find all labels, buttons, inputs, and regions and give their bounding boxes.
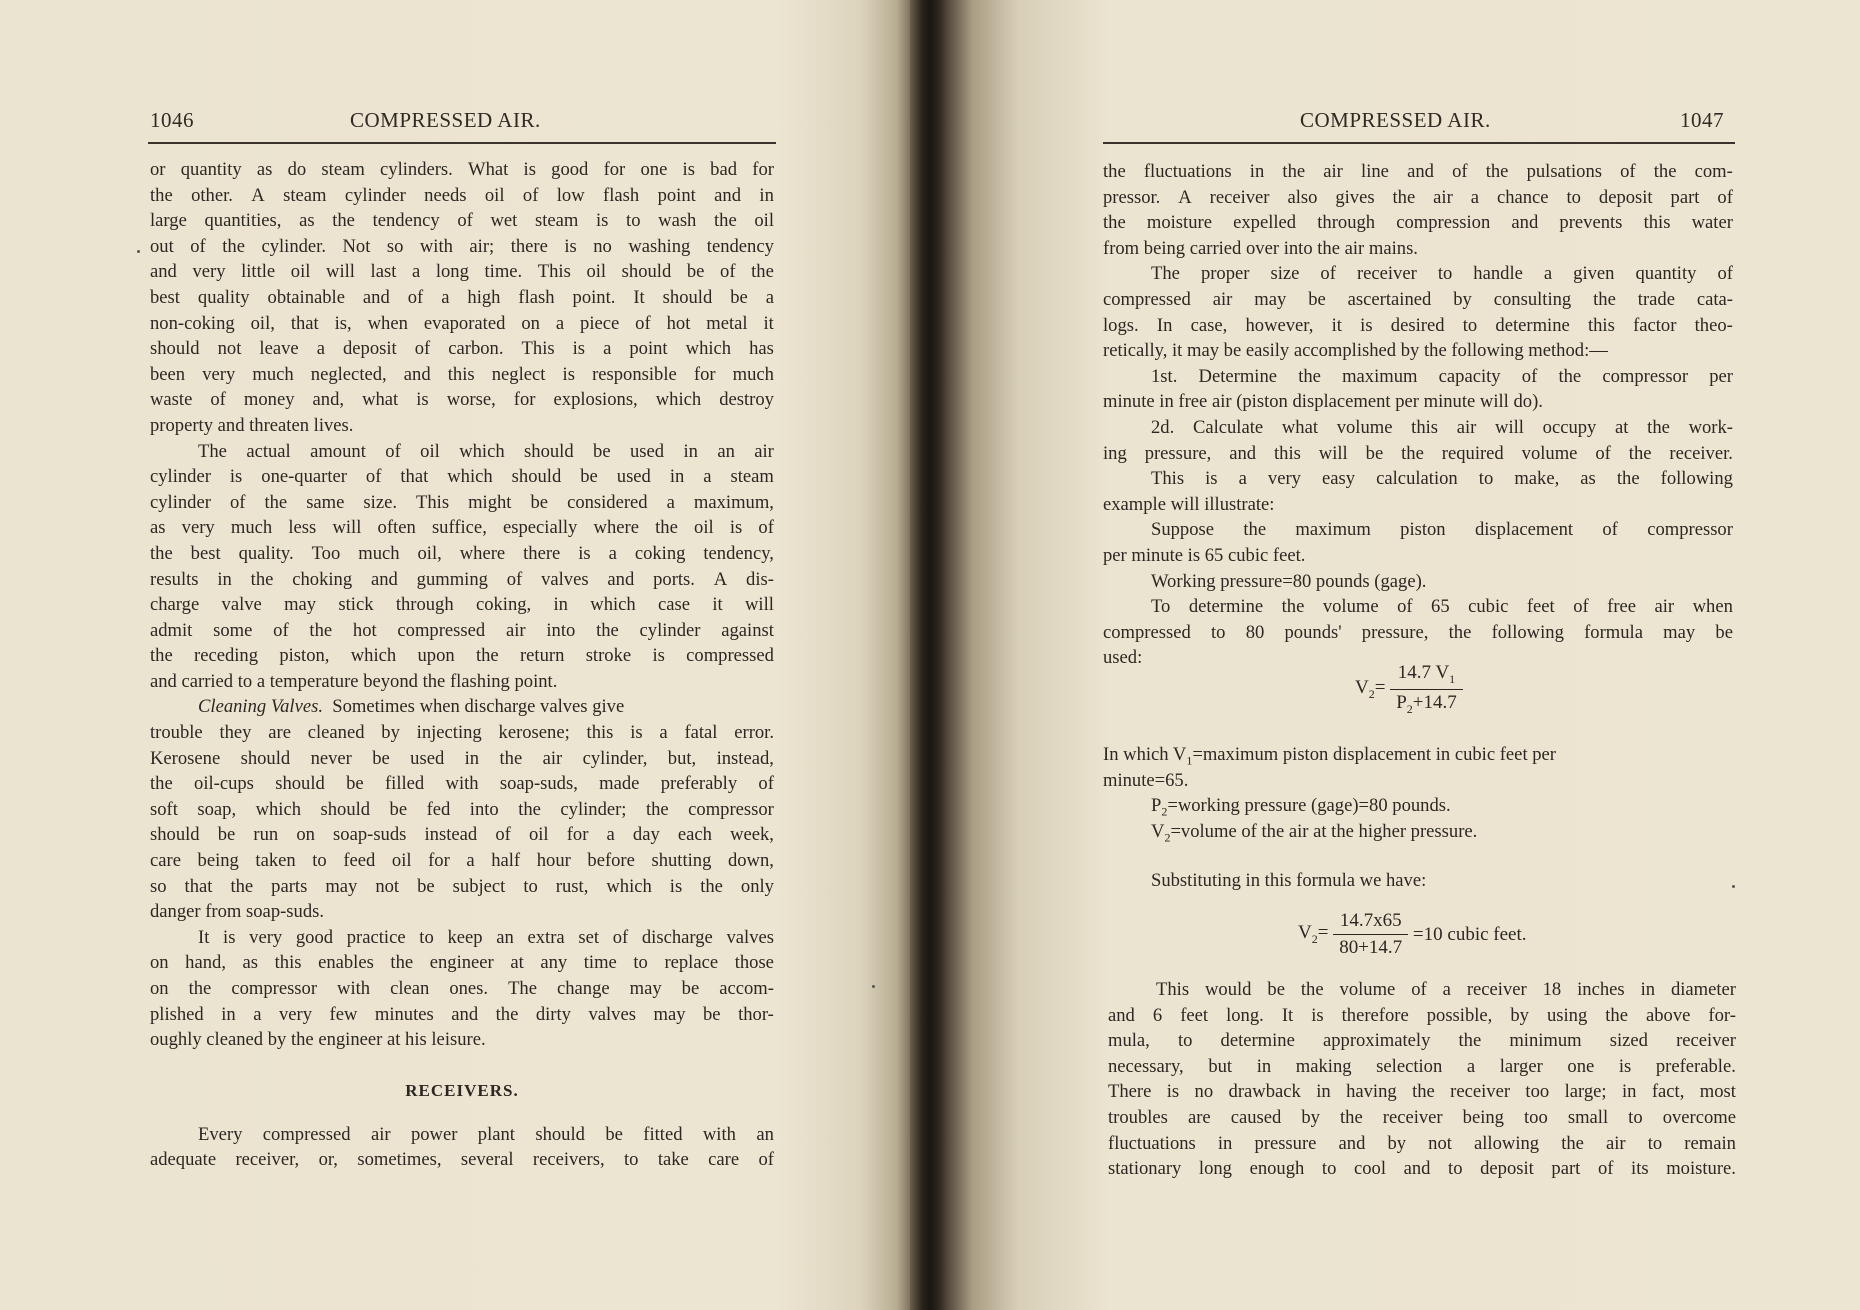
text-line: should be run on soap-suds instead of oil for a day each week,	[150, 824, 774, 846]
left-page-number: 1046	[150, 108, 194, 132]
text-line: so that the parts may not be subject to rust, which is the only	[150, 875, 774, 897]
text-line: on hand, as this enables the engineer at any time to replace those	[150, 952, 774, 974]
text-line: the fluctuations in the air line and of the pulsations of the com-	[1103, 161, 1733, 182]
text-line: best quality obtainable and of a high flash point. It should be a	[150, 286, 774, 308]
left-text-column	[150, 157, 774, 1053]
text-line: results in the choking and gumming of valves and ports. A dis-	[150, 568, 774, 590]
text-line: per minute is 65 cubic feet.	[1103, 544, 1306, 566]
text-line: mula, to determine approximately the minimum sized receiver	[1108, 1030, 1736, 1052]
text-line: care being taken to feed oil for a half hour before shutting down,	[150, 850, 774, 872]
text-line: on the compressor with clean ones. The change may be accom-	[150, 978, 774, 999]
margin-mark	[137, 250, 140, 253]
text-line: been very much neglected, and this neglect is responsible for much	[150, 363, 774, 385]
text-line: the oil-cups should be filled with soap-suds, made preferably of	[150, 773, 774, 795]
text-line: compressed air may be ascertained by consulting the trade cata-	[1103, 288, 1733, 310]
text-line: soft soap, which should be fed into the cylinder; the compressor	[150, 798, 774, 820]
formula-receiver-volume	[1355, 662, 1463, 717]
formula-fraction: $\frac{14.7 V_1}{P_2+14.7}$	[1390, 662, 1463, 717]
text-line: ing pressure, and this will be the required volume of the receiver.	[1103, 442, 1733, 464]
text-line: $P_2=working$ pressure (gage)=80 pounds.	[1151, 795, 1451, 819]
formula-result: =10 cubic feet.	[1412, 923, 1527, 945]
right-page-number: 1047	[1680, 108, 1724, 132]
text-line: fluctuations in pressure and by not allowing the air to remain	[1108, 1132, 1736, 1154]
text-line: oughly cleaned by the engineer at his leisure.	[150, 1029, 486, 1051]
text-line: pressor. A receiver also gives the air a chance to deposit part of	[1103, 186, 1733, 208]
text-line: compressed to 80 pounds' pressure, the following formula may be	[1103, 621, 1733, 643]
text-line: should not leave a deposit of carbon. This is a point which has	[150, 338, 774, 360]
text-line: Suppose the maximum piston displacement of compressor	[1151, 519, 1733, 541]
text-line: as very much less will often suffice, especially where the oil is of	[150, 517, 774, 539]
margin-mark	[872, 985, 875, 988]
formula-fraction: $\frac{14.7x65}{80+14.7}$	[1333, 910, 1408, 959]
text-line: the other. A steam cylinder needs oil of low flash point and in	[150, 184, 774, 206]
text-line: danger from soap-suds.	[150, 901, 325, 923]
text-line: troubles are caused by the receiver being too small to overcome	[1108, 1106, 1736, 1128]
text-line: 2d. Calculate what volume this air will occupy at the work-	[1151, 416, 1733, 438]
text-line: stationary long enough to cool and to deposit part of its moisture.	[1108, 1158, 1736, 1180]
text-line: the moisture expelled through compression and prevents this water	[1103, 212, 1733, 234]
text-line: cylinder of the same size. This might be considered a maximum,	[150, 491, 774, 513]
right-text-column-b	[1103, 742, 1733, 894]
text-line: trouble they are cleaned by injecting kerosene; this is a fatal error.	[150, 722, 774, 744]
right-head-rule	[1103, 142, 1735, 144]
book-gutter	[910, 0, 950, 1310]
text-line: retically, it may be easily accomplished by the following method:—	[1103, 340, 1608, 362]
left-head-rule	[148, 142, 776, 144]
text-line: waste of money and, what is worse, for explosions, which destroy	[150, 389, 774, 411]
text-line: and carried to a temperature beyond the flashing point.	[150, 670, 558, 692]
text-line: 1st. Determine the maximum capacity of the compressor per	[1151, 365, 1733, 387]
text-line: minute in free air (piston displacement per minute will do).	[1103, 391, 1543, 413]
margin-mark	[1732, 885, 1735, 888]
left-page	[0, 0, 915, 1310]
text-line: Working pressure=80 pounds (gage).	[1151, 570, 1427, 592]
italic-lead: Cleaning Valves.	[198, 696, 323, 718]
text-line: $V_2=volume$ of the air at the higher pressure.	[1151, 820, 1478, 845]
text-line: Kerosene should never be used in the air cylinder, but, instead,	[150, 747, 774, 769]
text-line: the best quality. Too much oil, where there is a coking tendency,	[150, 542, 774, 564]
text-line: large quantities, as the tendency of wet steam is to wash the oil	[150, 210, 774, 232]
text-line: cylinder is one-quarter of that which should be used in a steam	[150, 466, 774, 488]
text-line: non-coking oil, that is, when evaporated on a piece of hot metal it	[150, 312, 774, 334]
right-text-column-a	[1103, 159, 1733, 671]
left-running-head: COMPRESSED AIR.	[350, 108, 541, 132]
text-line: or quantity as do steam cylinders. What is good for one is bad for	[150, 159, 774, 180]
text-line: To determine the volume of 65 cubic feet of free air when	[1151, 596, 1733, 618]
text-line: Every compressed air power plant should be fitted with an	[198, 1123, 774, 1145]
text-line: The proper size of receiver to handle a given quantity of	[1151, 263, 1733, 285]
text-line: used:	[1103, 647, 1143, 669]
text-line-rest: Sometimes when discharge valves give	[332, 696, 625, 718]
text-line-with-italic	[150, 694, 774, 720]
formula-substitution	[1298, 910, 1527, 959]
text-line: Substituting in this formula we have:	[1151, 870, 1427, 892]
right-text-column-c	[1108, 977, 1736, 1182]
text-line: and very little oil will last a long time. This oil should be of the	[150, 261, 774, 283]
formula-lhs: $V_2=$	[1355, 676, 1386, 701]
text-line: the receding piston, which upon the return stroke is compressed	[150, 645, 774, 667]
text-line: This is a very easy calculation to make, as the following	[1151, 468, 1733, 490]
text-line: property and threaten lives.	[150, 414, 354, 436]
receivers-section	[150, 1078, 774, 1173]
text-line: admit some of the hot compressed air into the cylinder against	[150, 619, 774, 641]
text-line: out of the cylinder. Not so with air; there is no washing tendency	[150, 235, 774, 257]
text-line: In which $V_1=maximum$ piston displacement in cubic feet per	[1103, 744, 1556, 768]
text-line: minute=65.	[1103, 769, 1189, 791]
text-line: adequate receiver, or, sometimes, several receivers, to take care of	[150, 1149, 774, 1171]
formula-lhs: $V_2=$	[1298, 922, 1329, 946]
text-line: logs. In case, however, it is desired to determine this factor theo-	[1103, 314, 1733, 336]
text-line: This would be the volume of a receiver 18 inches in diameter	[1156, 979, 1736, 1000]
text-line: example will illustrate:	[1103, 493, 1275, 515]
text-line: The actual amount of oil which should be used in an air	[198, 440, 774, 462]
text-line: and 6 feet long. It is therefore possible, by using the above for-	[1108, 1004, 1736, 1026]
right-page	[945, 0, 1860, 1310]
section-heading: RECEIVERS.	[405, 1081, 519, 1100]
text-line: from being carried over into the air mains.	[1103, 237, 1418, 259]
right-running-head: COMPRESSED AIR.	[1300, 108, 1491, 132]
text-line: It is very good practice to keep an extra set of discharge valves	[198, 926, 774, 948]
text-line: There is no drawback in having the receiver too large; in fact, most	[1108, 1081, 1736, 1103]
text-line: charge valve may stick through coking, in which case it will	[150, 594, 774, 616]
text-line: necessary, but in making selection a larger one is preferable.	[1108, 1055, 1736, 1077]
text-line: plished in a very few minutes and the dirty valves may be thor-	[150, 1003, 774, 1025]
